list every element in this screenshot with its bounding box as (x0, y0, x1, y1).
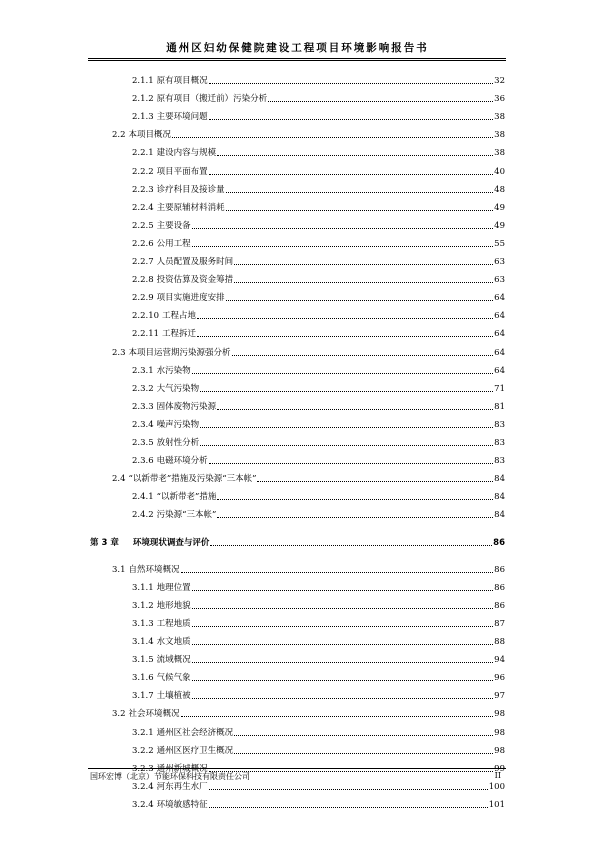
toc-entry[interactable] (132, 308, 505, 322)
toc-entry-title: 河东再生水厂 (156, 781, 208, 792)
toc-entry[interactable] (132, 453, 505, 467)
toc-entry-number: 2.2 (112, 130, 126, 141)
toc-entry[interactable] (132, 580, 505, 594)
toc-dot-leader (217, 517, 493, 518)
toc-entry[interactable] (132, 218, 505, 232)
toc-entry-page: 49 (494, 202, 505, 213)
toc-entry[interactable] (112, 345, 505, 359)
toc-dot-leader (192, 246, 494, 247)
toc-entry-title: 原有项目（搬迁前）污染分析 (156, 94, 268, 105)
toc-entry-title: 主要环境问题 (156, 112, 208, 123)
toc-entry-number: 2.2.11 (132, 329, 160, 340)
toc-entry-number: 2.2.10 (132, 311, 160, 322)
toc-entry-number: 2.2.2 (132, 166, 154, 177)
toc-entry-number: 3.2.4 (132, 781, 154, 792)
toc-entry[interactable] (132, 363, 505, 377)
toc-dot-leader (197, 336, 493, 337)
toc-entry-title: 通州区医疗卫生概况 (156, 745, 234, 756)
toc-entry-page: 86 (494, 564, 505, 575)
toc-entry-number: 3.1.3 (132, 618, 154, 629)
toc-entry[interactable] (132, 200, 505, 214)
toc-dot-leader (192, 662, 494, 663)
toc-entry-number: 3.2.1 (132, 727, 154, 738)
toc-entry-number: 2.3.2 (132, 383, 154, 394)
toc-entry-number: 2.2.5 (132, 220, 154, 231)
footer-page-number: II (494, 771, 501, 780)
toc-entry-title: 自然环境概况 (128, 564, 180, 575)
toc-entry-page: 83 (494, 438, 505, 448)
toc-entry-page: 55 (494, 238, 505, 249)
toc-dot-leader (200, 427, 493, 428)
toc-entry-title: 地形地貌 (156, 600, 191, 611)
toc-entry-title: 投资估算及资金筹措 (156, 275, 234, 286)
running-header-title: 通州区妇幼保健院建设工程项目环境影响报告书 (166, 42, 429, 54)
toc-entry-title: 工程地质 (156, 618, 191, 629)
toc-entry-title: 噪声污染物 (156, 419, 200, 430)
toc-dot-leader (209, 174, 494, 175)
toc-entry-title: 本项目概况 (128, 130, 172, 141)
toc-entry-number: 2.1.3 (132, 112, 154, 123)
toc-entry[interactable] (132, 417, 505, 431)
toc-entry[interactable] (132, 145, 505, 159)
toc-entry[interactable] (112, 562, 505, 576)
toc-entry-page: 64 (494, 347, 505, 358)
toc-entry-page: 87 (494, 618, 505, 629)
toc-entry[interactable] (132, 507, 505, 521)
toc-entry-title: 水污染物 (156, 365, 191, 376)
toc-dot-leader (181, 716, 494, 717)
toc-entry-number: 2.2.1 (132, 148, 154, 159)
toc-entry-number: 3.2.3 (132, 763, 154, 774)
toc-entry-title: 诊疗科目及接诊量 (156, 184, 225, 195)
toc-dot-leader (226, 210, 494, 211)
toc-entry-title: 人员配置及服务时间 (156, 257, 234, 267)
toc-entry-number: 2.3.3 (132, 401, 154, 412)
toc-entry[interactable] (132, 435, 505, 449)
toc-entry-page: 40 (494, 166, 505, 177)
toc-entry[interactable] (132, 109, 505, 123)
toc-dot-leader (192, 590, 494, 591)
toc-entry-title: 环境现状调查与评价 (132, 537, 210, 548)
toc-entry-number: 3.1.4 (132, 637, 154, 647)
toc-dot-leader (181, 572, 494, 573)
header-rule-bottom (88, 60, 506, 61)
toc-entry-number: 2.1.1 (132, 76, 154, 86)
toc-entry-number: 2.2.3 (132, 184, 154, 195)
toc-entry-number: 2.1.2 (132, 94, 154, 105)
toc-entry-page: 49 (494, 220, 505, 231)
footer-company-name: 国环宏博（北京）节能环保科技有限责任公司 (90, 772, 250, 781)
toc-entry-page: 63 (494, 257, 505, 267)
toc-entry-page: 84 (494, 474, 505, 485)
toc-dot-leader (192, 608, 494, 609)
header-rule-top (88, 58, 506, 59)
toc-entry[interactable] (132, 688, 505, 702)
toc-entry-number: 3.2 (112, 709, 126, 720)
toc-dot-leader (209, 463, 494, 464)
toc-entry-number: 第 3 章 (90, 537, 119, 548)
toc-entry[interactable] (132, 652, 505, 666)
toc-entry-number: 2.4 (112, 474, 126, 485)
toc-entry[interactable] (112, 127, 505, 141)
toc-dot-leader (209, 807, 488, 808)
toc-entry-title: 流域概况 (156, 655, 191, 666)
toc-dot-leader (192, 373, 494, 374)
footer-rule (88, 768, 506, 769)
toc-dot-leader (217, 499, 493, 500)
toc-dot-leader (210, 545, 492, 546)
toc-entry-title: 公用工程 (156, 238, 191, 249)
toc-dot-leader (234, 735, 493, 736)
toc-entry-title: 项目平面布置 (156, 166, 208, 177)
toc-entry-title: 放射性分析 (156, 438, 200, 448)
toc-entry[interactable] (132, 725, 505, 739)
toc-entry-number: 2.2.7 (132, 257, 154, 267)
toc-entry-number: 3.2.4 (132, 799, 154, 810)
toc-entry-title: 主要原辅材料消耗 (156, 202, 225, 213)
toc-entry-page: 38 (494, 112, 505, 123)
toc-entry-title: 本项目运营期污染源强分析 (128, 347, 231, 358)
toc-entry-number: 2.3.6 (132, 456, 154, 467)
toc-dot-leader (257, 481, 493, 482)
toc-entry-number: 2.3 (112, 347, 126, 358)
toc-entry-number: 2.3.5 (132, 438, 154, 448)
toc-dot-leader (234, 753, 493, 754)
toc-entry-number: 3.2.2 (132, 745, 154, 756)
toc-dot-leader (234, 282, 493, 283)
toc-entry-page: 101 (488, 799, 505, 810)
toc-entry-title: 项目实施进度安排 (156, 293, 225, 304)
toc-entry-title: 电磁环境分析 (156, 456, 208, 467)
toc-entry-title: 污染源“三本帐” (156, 510, 217, 521)
toc-entry[interactable] (132, 182, 505, 196)
toc-entry-page: 64 (494, 293, 505, 304)
toc-entry-number: 3.1.1 (132, 582, 154, 593)
toc-dot-leader (192, 680, 494, 681)
toc-entry-number: 2.4.2 (132, 510, 154, 521)
toc-entry-page: 64 (494, 329, 505, 340)
toc-entry[interactable] (132, 254, 505, 268)
toc-entry-page: 88 (494, 637, 505, 647)
toc-entry-page: 64 (494, 311, 505, 322)
toc-entry-page: 71 (494, 383, 505, 394)
toc-entry-page: 86 (493, 537, 505, 548)
toc-dot-leader (234, 264, 493, 265)
toc-dot-leader (217, 409, 493, 410)
toc-entry[interactable] (132, 91, 505, 105)
toc-entry-number: 2.3.4 (132, 419, 154, 430)
toc-entry-title: 社会环境概况 (128, 709, 180, 720)
toc-entry-page: 38 (494, 148, 505, 159)
toc-dot-leader (192, 626, 494, 627)
toc-entry-page: 96 (494, 673, 505, 684)
toc-entry[interactable] (132, 326, 505, 340)
toc-entry-page: 84 (494, 510, 505, 521)
toc-entry-title: 气候气象 (156, 673, 191, 684)
toc-dot-leader (172, 137, 493, 138)
toc-entry-page: 38 (494, 130, 505, 141)
toc-entry-page: 84 (494, 492, 505, 503)
toc-entry-number: 2.2.4 (132, 202, 154, 213)
toc-entry-number: 2.3.1 (132, 365, 154, 376)
toc-entry-number: 3.1 (112, 564, 126, 575)
toc-entry[interactable] (132, 489, 505, 503)
toc-entry-title: 水文地质 (156, 637, 191, 647)
toc-entry-number: 3.1.2 (132, 600, 154, 611)
toc-entry-number: 3.1.6 (132, 673, 154, 684)
toc-entry-page: 64 (494, 365, 505, 376)
toc-entry-page: 86 (494, 582, 505, 593)
toc-entry-title: “以新带老”措施及污染源“三本帐” (128, 474, 257, 485)
toc-dot-leader (209, 789, 488, 790)
toc-dot-leader (192, 228, 494, 229)
toc-entry-title: 建设内容与规模 (156, 148, 217, 159)
toc-dot-leader (226, 300, 494, 301)
toc-dot-leader (209, 83, 494, 84)
toc-dot-leader (200, 445, 493, 446)
toc-entry[interactable] (132, 616, 505, 630)
toc-entry[interactable] (132, 670, 505, 684)
toc-dot-leader (232, 355, 494, 356)
toc-entry[interactable] (132, 634, 505, 648)
toc-entry-title: 通州新城概况 (156, 763, 208, 774)
toc-entry-page: 99 (494, 763, 505, 774)
toc-entry-page: 63 (494, 275, 505, 286)
toc-entry-page: 100 (488, 781, 505, 792)
toc-entry-page: 83 (494, 419, 505, 430)
toc-entry-title: 土壤植被 (156, 691, 191, 702)
toc-dot-leader (217, 155, 493, 156)
toc-entry[interactable] (132, 399, 505, 413)
toc-entry-page: 98 (494, 745, 505, 756)
toc-entry-number: 3.1.7 (132, 691, 154, 702)
toc-entry-title: 通州区社会经济概况 (156, 727, 234, 738)
toc-entry-title: 固体废物污染源 (156, 401, 217, 412)
toc-entry[interactable] (112, 706, 505, 720)
toc-entry-number: 3.1.5 (132, 655, 154, 666)
toc-entry-page: 86 (494, 600, 505, 611)
toc-entry[interactable] (132, 290, 505, 304)
toc-dot-leader (192, 644, 494, 645)
toc-entry-number: 2.2.8 (132, 275, 154, 286)
toc-entry[interactable] (132, 236, 505, 250)
toc-dot-leader (200, 391, 493, 392)
toc-dot-leader (268, 101, 493, 102)
toc-entry-page: 98 (494, 727, 505, 738)
toc-entry-page: 98 (494, 709, 505, 720)
toc-dot-leader (192, 698, 494, 699)
toc-entry-title: 工程拆迁 (162, 329, 197, 340)
toc-entry-title: “以新带老”措施 (156, 492, 217, 503)
toc-entry-page: 94 (494, 655, 505, 666)
toc-dot-leader (197, 318, 493, 319)
toc-entry[interactable] (132, 272, 505, 286)
toc-entry-number: 2.2.6 (132, 238, 154, 249)
toc-entry[interactable] (132, 381, 505, 395)
toc-entry[interactable] (132, 598, 505, 612)
toc-entry-title: 主要设备 (156, 220, 191, 231)
toc-entry-title: 原有项目概况 (156, 76, 208, 86)
toc-entry[interactable] (132, 164, 505, 178)
toc-entry[interactable] (112, 471, 505, 485)
toc-entry-title: 地理位置 (156, 582, 191, 593)
toc-entry[interactable] (90, 535, 505, 549)
toc-entry-page: 81 (494, 401, 505, 412)
toc-dot-leader (209, 771, 494, 772)
toc-dot-leader (226, 192, 494, 193)
toc-dot-leader (209, 119, 494, 120)
toc-entry-page: 83 (494, 456, 505, 467)
toc-entry-page: 97 (494, 691, 505, 702)
toc-entry-number: 2.2.9 (132, 293, 154, 304)
toc-entry-title: 环境敏感特征 (156, 799, 208, 810)
toc-entry-page: 48 (494, 184, 505, 195)
toc-entry[interactable] (132, 797, 505, 811)
toc-entry-title: 大气污染物 (156, 383, 200, 394)
toc-entry-title: 工程占地 (162, 311, 197, 322)
toc-entry-page: 32 (494, 76, 505, 86)
toc-entry[interactable] (132, 743, 505, 757)
toc-entry-number: 2.4.1 (132, 492, 154, 503)
toc-entry-page: 36 (494, 94, 505, 105)
toc-entry[interactable] (132, 73, 505, 87)
